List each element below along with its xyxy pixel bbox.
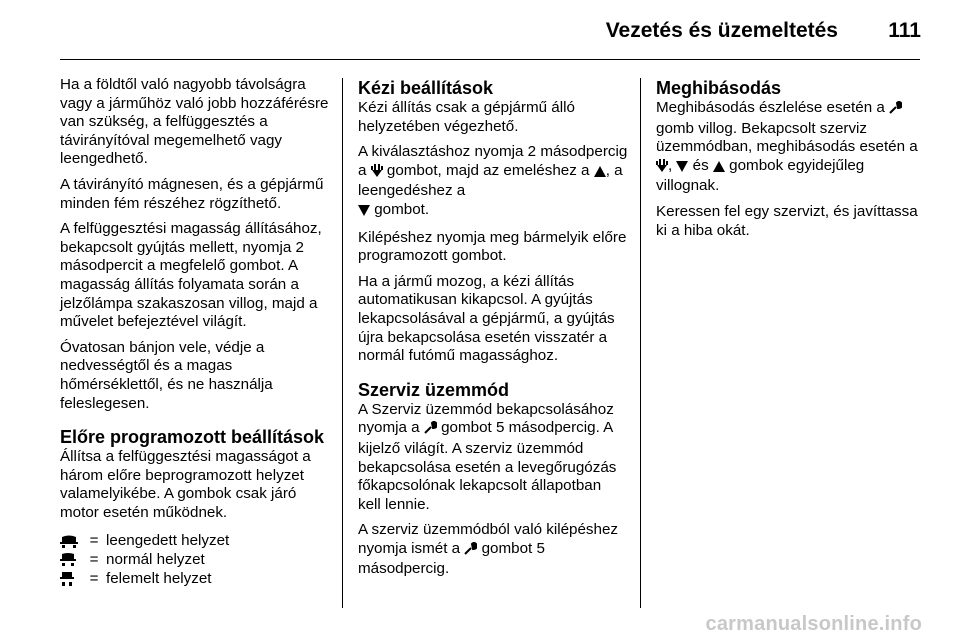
axle-select-icon	[371, 164, 383, 183]
car-raised-icon	[60, 572, 82, 586]
wrench-icon	[424, 421, 437, 440]
paragraph: A távirányító mágnesen, és a gépjármű minden fém részéhez rögzíthető.	[60, 175, 324, 212]
paragraph: Keressen fel egy szervizt, és javíttassa ki a hiba okát.	[656, 202, 918, 239]
car-lowered-icon	[60, 535, 82, 549]
paragraph: Állítsa a felfüggesztési magasságot a három előre beprogramozott helyzet valamelyikébe. A gombok csak járó motor esetén működnek.	[60, 448, 311, 521]
wrench-icon	[889, 101, 902, 120]
legend-item: = felemelt helyzet	[60, 570, 330, 589]
triangle-up-icon	[713, 159, 725, 178]
paragraph: A Szerviz üzemmód bekapcsolásához nyomja a gombot 5 másodpercig. A kijelző világít. A szerviz üzemmód bekapcsolása esetén a levegőrugózás főkapcsolónak lekapcsolt állapotban kell lennie.	[358, 400, 617, 513]
page-number: 111	[888, 19, 921, 42]
position-legend	[60, 532, 330, 588]
paragraph: A felfüggesztési magasság állításához, bekapcsolt gyújtás mellett, nyomja 2 másodpercit a megfelelő gombot. A magasság állítás folyamata során a jelzőlámpa szakaszosan villog, majd a művelet befejeztével világít.	[60, 220, 322, 331]
paragraph: A szerviz üzemmódból való kilépéshez nyomja ismét a gombot 5 másodpercig.	[358, 521, 618, 578]
column-divider-1	[342, 78, 343, 608]
legend-item: = normál helyzet	[60, 551, 330, 570]
page-header	[0, 0, 960, 60]
paragraph: Óvatosan bánjon vele, védje a nedvességtől és a magas hőmérséklettől, és ne használja feleslegesen.	[60, 338, 273, 412]
paragraph: Ha a földtől való nagyobb távolságra vagy a járműhöz való jobb hozzáférésre van szükség, a felfüggesztés a távirányítóval megemelhető vagy leengedhető.	[60, 76, 329, 168]
paragraph: Ha a jármű mozog, a kézi állítás automatikusan kikapcsol. A gyújtás lekapcsolásával a gépjármű, a gyújtás újra bekapcsolása esetén visszatér a normál futómű magassághoz.	[358, 272, 615, 365]
paragraph: A kiválasztáshoz nyomja 2 másodpercig a gombot, majd az emeléshez a , a leengedéshez a gombot.	[358, 143, 628, 221]
legend-label: leengedett helyzet	[106, 532, 230, 550]
car-normal-icon	[60, 553, 82, 567]
wrench-icon	[464, 542, 477, 561]
column-2	[358, 78, 628, 586]
paragraph: Meghibásodás észlelése esetén a gomb villog. Bekapcsolt szerviz üzemmódban, meghibásodás esetén a , és gombok egyidejűleg villognak.	[656, 99, 918, 195]
paragraph: Kézi állítás csak a gépjármű álló helyzetében végezhető.	[358, 99, 575, 135]
section-heading-preset: Előre programozott beállítások	[60, 427, 325, 448]
section-heading-fault: Meghibásodás	[656, 78, 782, 98]
triangle-up-icon	[594, 164, 606, 183]
axle-select-icon	[656, 159, 668, 178]
legend-item: = leengedett helyzet	[60, 532, 330, 551]
paragraph: Kilépéshez nyomja meg bármelyik előre programozott gombot.	[358, 228, 627, 265]
page-title: Vezetés és üzemeltetés	[605, 19, 838, 42]
legend-label: normál helyzet	[106, 551, 205, 569]
column-1	[60, 76, 330, 588]
header-rule	[60, 59, 920, 60]
column-3	[656, 78, 926, 247]
section-heading-manual: Kézi beállítások	[358, 78, 494, 98]
triangle-down-icon	[358, 203, 370, 222]
watermark: carmanualsonline.info	[705, 613, 922, 635]
section-heading-service: Szerviz üzemmód	[358, 379, 510, 400]
legend-label: felemelt helyzet	[106, 569, 212, 587]
triangle-down-icon	[676, 159, 688, 178]
column-divider-2	[640, 78, 641, 608]
